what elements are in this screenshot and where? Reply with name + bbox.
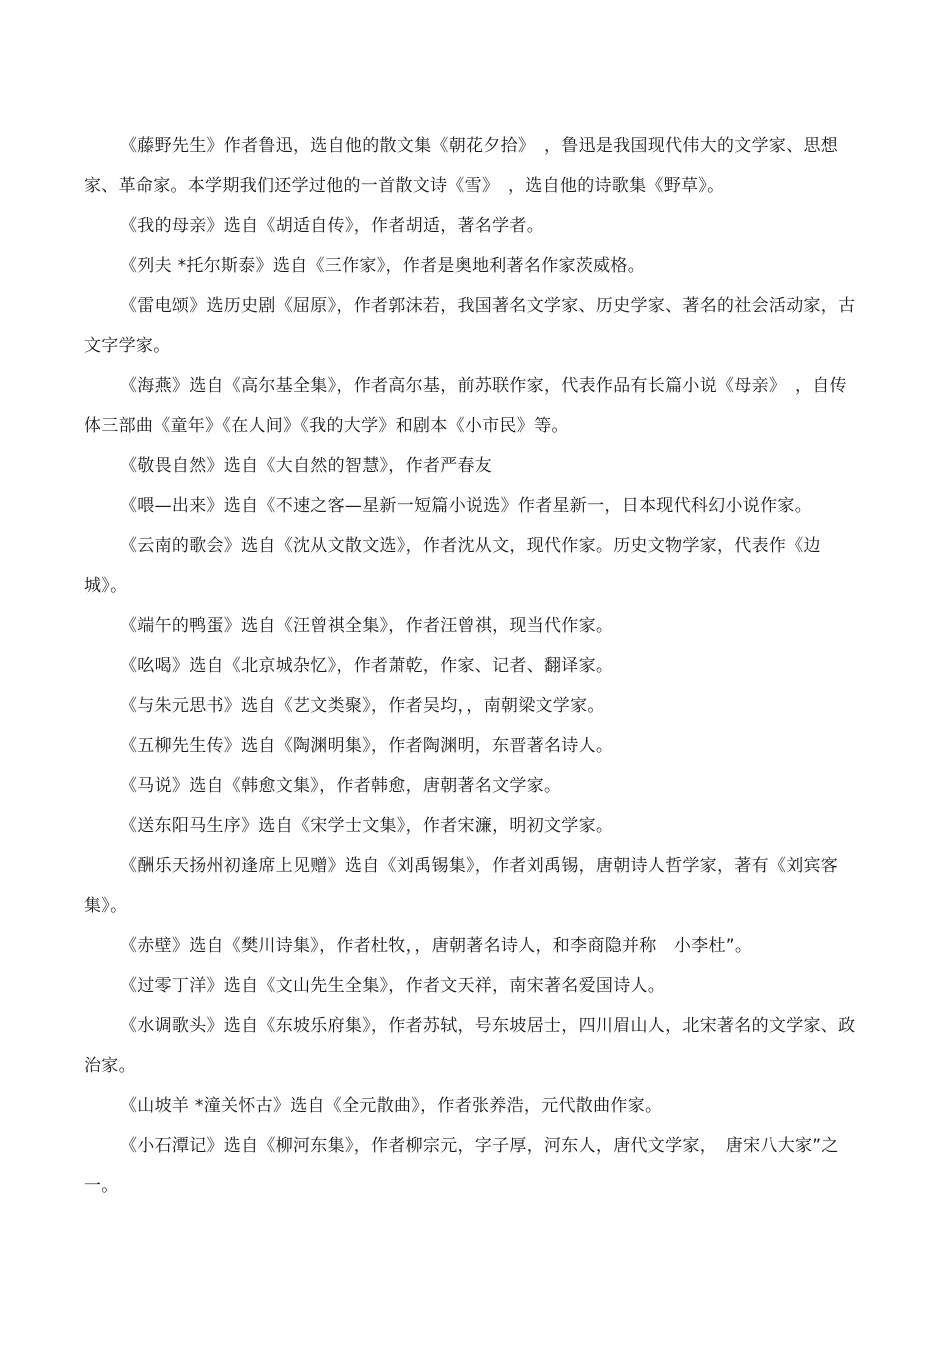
paragraph: 《山坡羊 *潼关怀古》选自《全元散曲》，作者张养浩，元代散曲作家。 [120, 1096, 663, 1116]
paragraph: 《敬畏自然》选自《大自然的智慧》，作者严春友 [120, 456, 493, 476]
paragraph: 《五柳先生传》选自《陶渊明集》，作者陶渊明，东晋著名诗人。 [120, 736, 614, 756]
paragraph: 《酬乐天扬州初逢席上见赠》选自《刘禹锡集》，作者刘禹锡，唐朝诗人哲学家，著有《刘宾客集》。 [84, 856, 839, 916]
paragraph: 《吆喝》选自《北京城杂忆》，作者萧乾，作家、记者、翻译家。 [120, 656, 614, 676]
paragraph: 《赤壁》选自《樊川诗集》，作者杜牧，，唐朝著名诗人，和李商隐并称 小李杜”。 [120, 936, 753, 956]
paragraph: 《小石潭记》选自《柳河东集》，作者柳宗元，字子厚，河东人，唐代文学家， 唐宋八大家”之一。 [84, 1136, 839, 1196]
document-body [84, 126, 864, 1206]
paragraph: 《列夫 *托尔斯泰》选自《三作家》，作者是奥地利著名作家茨威格。 [120, 256, 646, 276]
paragraph: 《端午的鸭蛋》选自《汪曾祺全集》，作者汪曾祺，现当代作家。 [120, 616, 614, 636]
paragraph: 《与朱元思书》选自《艺文类聚》，作者吴均，，南朝梁文学家。 [120, 696, 605, 716]
paragraph: 《藤野先生》作者鲁迅，选自他的散文集《朝花夕拾》 ，鲁迅是我国现代伟大的文学家、思想家、革命家。本学期我们还学过他的一首散文诗《雪》 ，选自他的诗歌集《野草》。 [84, 136, 839, 196]
paragraph: 《雷电颂》选历史剧《屈原》，作者郭沫若，我国著名文学家、历史学家、著名的社会活动家，古文字学家。 [84, 296, 856, 356]
paragraph: 《送东阳马生序》选自《宋学士文集》，作者宋濂，明初文学家。 [120, 816, 614, 836]
paragraph: 《过零丁洋》选自《文山先生全集》，作者文天祥，南宋著名爱国诗人。 [120, 976, 666, 996]
paragraph: 《海燕》选自《高尔基全集》，作者高尔基，前苏联作家，代表作品有长篇小说《母亲》 ，自传体三部曲《童年》《在人间》《我的大学》和剧本《小市民》等。 [84, 376, 847, 436]
paragraph: 《云南的歌会》选自《沈从文散文选》，作者沈从文，现代作家。历史文物学家，代表作《边城》。 [84, 536, 821, 596]
paragraph: 《喂—出来》选自《不速之客—星新一短篇小说选》作者星新一，日本现代科幻小说作家。 [120, 496, 812, 516]
paragraph: 《我的母亲》选自《胡适自传》，作者胡适，著名学者。 [120, 216, 544, 236]
paragraph: 《水调歌头》选自《东坡乐府集》，作者苏轼，号东坡居士，四川眉山人，北宋著名的文学家、政治家。 [84, 1016, 856, 1076]
paragraph: 《马说》选自《韩愈文集》，作者韩愈，唐朝著名文学家。 [120, 776, 562, 796]
